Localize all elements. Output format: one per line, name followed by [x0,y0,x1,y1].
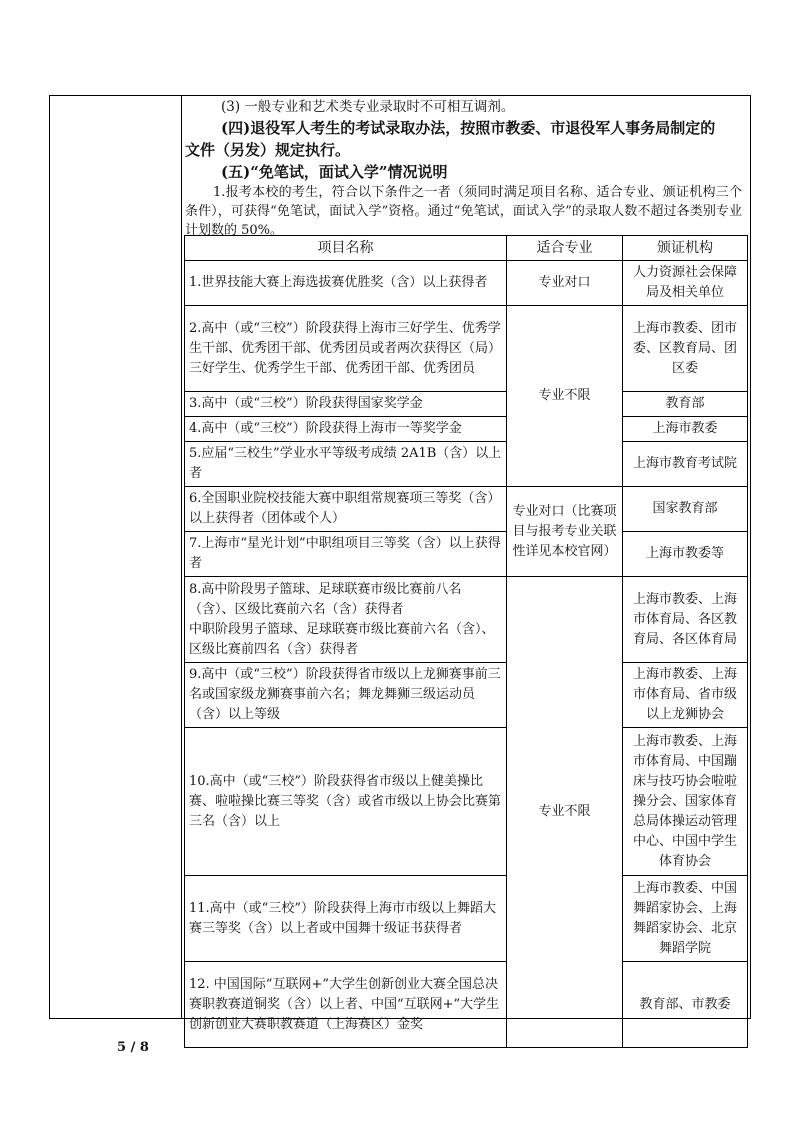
table-row [185,306,748,392]
header-issuer: 颁证机构 [623,236,748,261]
table-row [185,392,748,417]
paragraph-adjust-rule: (3) 一般专业和艺术类专业录取时不可相互调剂。 [221,99,515,115]
header-project-name: 项目名称 [185,236,507,261]
row-org: 教育部 [623,392,748,417]
table-row [185,487,748,532]
header-major: 适合专业 [507,236,623,261]
major-group-matched: 专业对口（比赛项目与报考专业关联性详见本校官网） [507,487,623,577]
row-org: 上海市教委、上海市体育局、中国蹦床与技巧协会啦啦操分会、国家体育总局体操运动管理中心、中国中学生体育协会 [623,728,748,876]
major-group-unlimited: 专业不限 [507,306,623,487]
row-org: 国家教育部 [623,487,748,532]
row-org: 教育部、市教委 [623,962,748,1048]
table-row [185,417,748,442]
table-row [185,532,748,577]
exemption-intro: 1.报考本校的考生，符合以下条件之一者（须同时满足项目名称、适合专业、颁证机构三个条件），可获得“免笔试，面试入学”资格。通过“免笔试，面试入学”的录取人数不超过各类别专业计划数的 50%。 [185,185,742,238]
row-name: 2.高中（或“三校”）阶段获得上海市三好学生、优秀学生干部、优秀团干部、优秀团员或者两次获得区（局）三好学生、优秀学生干部、优秀团干部、优秀团员 [185,306,507,392]
row-org: 上海市教委等 [623,532,748,577]
heading-veteran-rule-line1: (四)退役军人考生的考试录取办法，按照市教委、市退役军人事务局制定的 [221,119,716,137]
table-row [185,663,748,728]
row-name-part1: 8.高中阶段男子篮球、足球联赛市级比赛前八名（含）、区级比赛前六名（含）获得者 [189,581,462,617]
row-name: 6.全国职业院校技能大赛中职组常规赛项三等奖（含）以上获得者（团体或个人） [185,487,507,532]
row-name: 5.应届“三校生”学业水平等级考成绩 2A1B（含）以上者 [185,442,507,487]
row-org: 上海市教委、上海市体育局、省市级以上龙狮协会 [623,663,748,728]
row-name-part2: 中职阶段男子篮球、足球联赛市级比赛前六名（含）、区级比赛前四名（含）获得者 [189,621,495,657]
heading-exemption: (五)“免笔试，面试入学”情况说明 [221,163,448,181]
page-number: 5 / 8 [117,1040,149,1055]
table-row [185,442,748,487]
exemption-table [184,235,748,1048]
row-org: 上海市教委 [623,417,748,442]
row-org: 上海市教委、团市委、区教育局、团区委 [623,306,748,392]
content-area [185,98,748,240]
row-name [185,577,507,663]
row-name: 1.世界技能大赛上海选拔赛优胜奖（含）以上获得者 [185,261,507,306]
row-name: 7.上海市“星光计划”中职组项目三等奖（含）以上获得者 [185,532,507,577]
row-name: 11.高中（或“三校”）阶段获得上海市市级以上舞蹈大赛三等奖（含）以上者或中国舞十级证书获得者 [185,876,507,962]
row-name: 9.高中（或“三校”）阶段获得省市级以上龙狮赛事前三名或国家级龙狮赛事前六名；舞龙舞狮三级运动员（含）以上等级 [185,663,507,728]
table-row [185,577,748,663]
row-name: 10.高中（或“三校”）阶段获得省市级以上健美操比赛、啦啦操比赛三等奖（含）或省市级以上协会比赛第三名（含）以上 [185,728,507,876]
row-org: 人力资源社会保障局及相关单位 [623,261,748,306]
table-row [185,876,748,962]
row-name: 4.高中（或“三校”）阶段获得上海市一等奖学金 [185,417,507,442]
table-row [185,962,748,1048]
row-major: 专业对口 [507,261,623,306]
row-org: 上海市教委、中国舞蹈家协会、上海舞蹈家协会、北京舞蹈学院 [623,876,748,962]
row-name: 3.高中（或“三校”）阶段获得国家奖学金 [185,392,507,417]
row-name: 12. 中国国际“互联网+”大学生创新创业大赛全国总决赛职教赛道铜奖（含）以上者、中国“互联网+”大学生创新创业大赛职教赛道（上海赛区）金奖 [185,962,507,1048]
row-org: 上海市教委、上海市体育局、各区教育局、各区体育局 [623,577,748,663]
left-column [49,95,182,1019]
major-group-unlimited-2: 专业不限 [507,577,623,1048]
row-org: 上海市教育考试院 [623,442,748,487]
table-row [185,728,748,876]
heading-veteran-rule-line2: 文件（另发）规定执行。 [185,141,351,159]
table-header-row [185,236,748,261]
table-row [185,261,748,306]
